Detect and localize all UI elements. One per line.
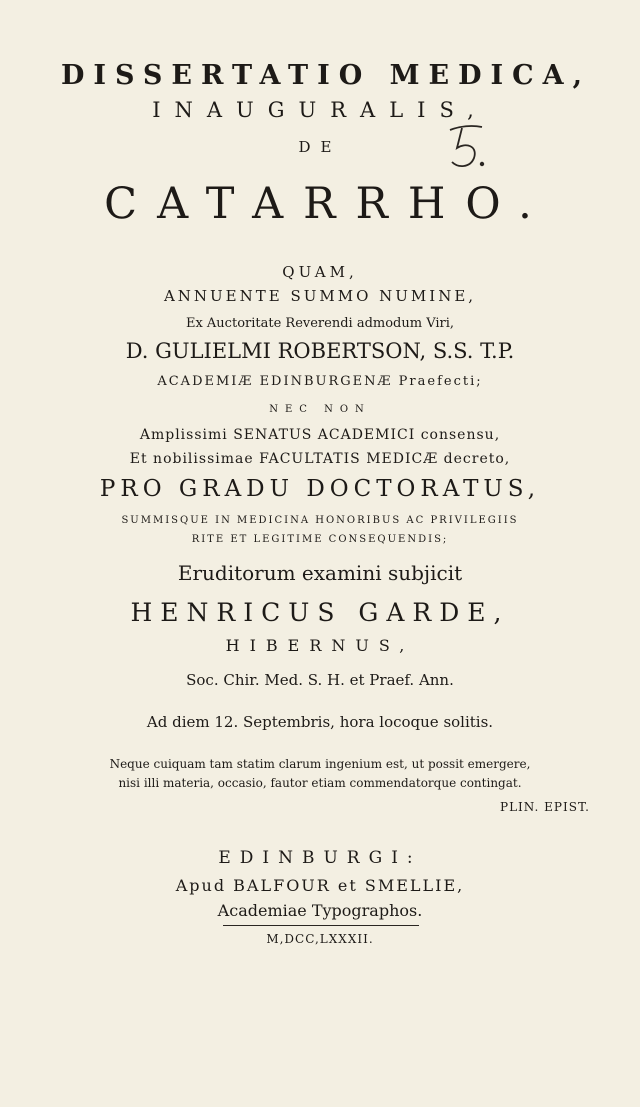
handwritten-number (442, 122, 486, 172)
author-origin: HIBERNUS, (225, 636, 415, 655)
facultatis-text: Et nobilissimae FACULTATIS MEDICÆ decreto, (129, 451, 511, 467)
printer-text: Apud BALFOUR et SMELLIE, (175, 876, 465, 895)
annuente-text: ANNUENTE SUMMO NUMINE, (163, 287, 477, 305)
quote-line-2: nisi illi materia, occasio, fautor etiam commendatorque contingat. (118, 776, 522, 790)
rite-text: RITE ET LEGITIME CONSEQUENDIS; (191, 534, 449, 545)
quote-source: PLIN. EPIST. (500, 800, 590, 814)
quam-text: QUAM, (282, 263, 358, 281)
author-affiliation: Soc. Chir. Med. S. H. et Praef. Ann. (186, 671, 454, 689)
typographos-text: Academiae Typographos. (217, 901, 423, 920)
year-text: M,DCC,LXXXII. (266, 932, 374, 946)
academiae-text: ACADEMIÆ EDINBURGENÆ Praefecti; (157, 374, 483, 389)
author-name: HENRICUS GARDE, (130, 598, 510, 627)
divider-rule (223, 925, 419, 926)
subject-title: CATARRHO. (104, 179, 552, 229)
place-text: EDINBURGI: (218, 848, 422, 868)
title-line-2: INAUGURALIS, (152, 98, 488, 122)
ex-auctoritate-text: Ex Auctoritate Reverendi admodum Viri, (185, 316, 455, 331)
pro-gradu-text: PRO GRADU DOCTORATUS, (99, 476, 541, 502)
amplissimi-text: Amplissimi SENATUS ACADEMICI consensu, (139, 427, 501, 443)
quote-line-1: Neque cuiquam tam statim clarum ingenium est, ut possit emergere, (109, 757, 531, 771)
de-text: DE (298, 138, 342, 156)
summis-text: SUMMISQUE IN MEDICINA HONORIBUS AC PRIVILEGIIS (121, 515, 519, 526)
person-name: D. GULIELMI ROBERTSON, S.S. T.P. (125, 339, 515, 363)
eruditorum-text: Eruditorum examini subjicit (177, 561, 463, 585)
date-text: Ad diem 12. Septembris, hora locoque solitis. (146, 713, 494, 731)
nec-non-text: NEC NON (269, 404, 371, 415)
title-line-1: DISSERTATIO MEDICA, (60, 60, 592, 91)
